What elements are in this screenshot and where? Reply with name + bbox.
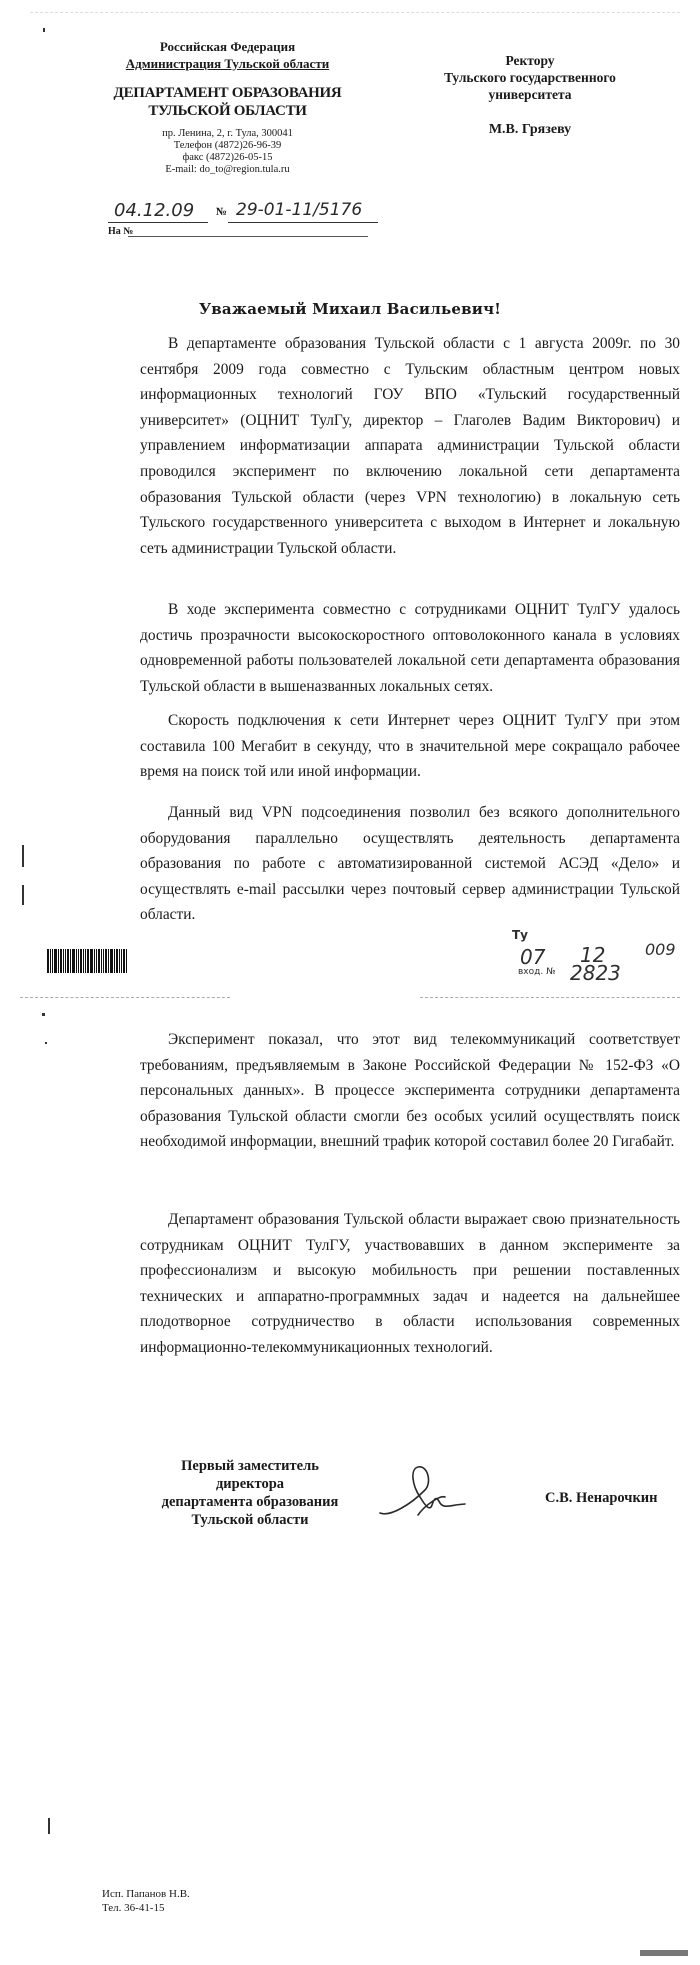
barcode-bar [110, 949, 113, 973]
barcode-bar [60, 949, 62, 973]
barcode-bar [123, 949, 125, 973]
scan-artifact [42, 1013, 45, 1016]
recipient-title-line: Тульского государственного [444, 70, 616, 85]
barcode-bar [101, 949, 102, 973]
barcode-bar [105, 949, 107, 973]
sender-administration: Администрация Тульской области [125, 56, 330, 71]
barcode-bar [70, 949, 71, 973]
stamp-month: 12 [580, 943, 606, 967]
letter-greeting: Уважаемый Михаил Васильевич! [198, 300, 502, 318]
scan-edge-line [30, 12, 680, 13]
signatory-title-line: директора [215, 1476, 285, 1492]
signatory-title-line: департамента образования [161, 1494, 339, 1510]
barcode-bar [85, 949, 86, 973]
letter-paragraph: Скорость подключения к сети Интернет через ОЦНИТ ТулГУ при этом составила 100 Мегабит в секунду, что в значительной мере сокращало рабочее время на поиск той или иной информации. [140, 712, 680, 781]
sender-address: пр. Ленина, 2, г. Тула, 300041 [162, 128, 293, 139]
sender-department-line: ДЕПАРТАМЕНТ ОБРАЗОВАНИЯ [113, 85, 342, 101]
executor-info [102, 1887, 190, 1915]
letter-paragraph: Эксперимент показал, что этот вид телекоммуникаций соответствует требованиям, предъявляемым в Законе Российской Федерации № 152-ФЗ «О персональных данных». В процессе эксперимента сотрудники департамента образования Тульской области смогли без особых усилий осуществлять поиск необходимой информации, внешний трафик которой составил более 20 Гигабайт. [140, 1031, 680, 1151]
stamp-number: 2823 [570, 961, 621, 985]
barcode-bar [78, 949, 79, 973]
stamp-year: 009 [645, 940, 676, 959]
barcode-bar [87, 949, 89, 973]
barcode-bar [63, 949, 64, 973]
barcode-bar [116, 949, 118, 973]
barcode [47, 949, 137, 973]
scan-artifact [45, 1042, 47, 1044]
barcode-bar [47, 949, 49, 973]
in-reply-underline [128, 236, 368, 237]
barcode-bar [65, 949, 66, 973]
stamp-prefix: Ту [512, 928, 529, 942]
scan-artifact [43, 28, 45, 32]
incoming-registration-stamp [510, 928, 690, 988]
stamp-label: вход. № [518, 967, 556, 977]
barcode-bar [96, 949, 97, 973]
barcode-bar [72, 949, 75, 973]
scan-artifact [48, 1818, 50, 1834]
page-break-line [420, 997, 680, 998]
barcode-bar [58, 949, 59, 973]
stamp-day: 07 [520, 945, 546, 969]
signatory-title-line: Тульской области [191, 1512, 309, 1528]
page-break-line [20, 997, 230, 998]
sender-country: Российская Федерация [159, 39, 296, 54]
recipient-title-line: Ректору [505, 53, 555, 68]
registration-date-underline [108, 222, 208, 223]
registration-number: 29-01-11/5176 [236, 200, 363, 220]
barcode-bar [114, 949, 115, 973]
executor-phone: Тел. 36-41-15 [102, 1902, 165, 1914]
barcode-bar [108, 949, 109, 973]
signatory-title [150, 1457, 350, 1529]
barcode-bar [52, 949, 53, 973]
registration-line [108, 200, 378, 226]
barcode-bar [103, 949, 104, 973]
letter-paragraph: Департамент образования Тульской области выражает свою признательность сотрудникам ОЦНИТ ТулГУ, участвовавших в данном эксперименте за профессионализм и высокую мобильность при решении поставленных технических и аппаратно-программных задач и надеется на дальнейшее плодотворное сотрудничество в области использования современных информационно-телекоммуникационных технологий. [140, 1211, 680, 1356]
registration-no-label: № [216, 206, 228, 218]
in-reply-label: На № [108, 226, 134, 237]
letter-paragraph: Данный вид VPN подсоединения позволил без всякого дополнительного оборудования параллельно осуществлять деятельность департамента образования по работе с автоматизированной системой АСЭД «Дело» и осуществлять e-mail рассылки через почтовый сервер администрации Тульской области. [140, 804, 680, 924]
sender-email: E-mail: do_to@region.tula.ru [165, 164, 290, 175]
barcode-bar [67, 949, 69, 973]
sender-department-line: ТУЛЬСКОЙ ОБЛАСТИ [148, 103, 307, 119]
barcode-bar [50, 949, 51, 973]
executor-name: Исп. Папанов Н.В. [102, 1888, 190, 1900]
letter-paragraph: В департаменте образования Тульской области с 1 августа 2009г. по 30 сентября 2009 года совместно с Тульским областным центром новых информационных технологий ГОУ ВПО «Тульский государственный университет» (ОЦНИТ ТулГу, директор – Глаголев Вадим Викторович) и управлением информатизации аппарата администрации Тульской области проводился эксперимент по включению локальной сети департамента образования Тульской области (через VPN технологию) в локальную сеть Тульского государственного университета с выходом в Интернет и локальную сеть администрации Тульской области. [140, 335, 680, 557]
scan-artifact [22, 845, 24, 867]
barcode-bar [119, 949, 120, 973]
barcode-bar [126, 949, 127, 973]
signatory-name: С.В. Ненарочкин [545, 1490, 658, 1506]
scan-artifact [22, 885, 24, 905]
recipient-name: М.В. Грязеву [488, 122, 572, 137]
recipient-title-line: университета [488, 87, 572, 102]
barcode-bar [54, 949, 57, 973]
sender-fax: факс (4872)26-05-15 [182, 152, 273, 163]
barcode-bar [121, 949, 122, 973]
barcode-bar [83, 949, 84, 973]
barcode-bar [80, 949, 82, 973]
barcode-bar [98, 949, 100, 973]
sender-phone: Телефон (4872)26-96-39 [173, 140, 282, 151]
scan-artifact [640, 1950, 688, 1956]
barcode-bar [94, 949, 95, 973]
registration-number-underline [228, 222, 378, 223]
registration-date: 04.12.09 [114, 200, 195, 221]
handwritten-signature [370, 1455, 485, 1525]
barcode-bar [90, 949, 93, 973]
sender-letterhead [100, 38, 355, 176]
letter-paragraph: В ходе эксперимента совместно с сотрудниками ОЦНИТ ТулГУ удалось достичь прозрачности высокоскоростного оптоволоконного канала в условиях одновременной работы пользователей локальной сети департамента образования Тульской области в вышеназванных локальных сетях. [140, 601, 680, 695]
barcode-bar [76, 949, 77, 973]
signatory-title-line: Первый заместитель [181, 1458, 319, 1474]
sender-department [100, 84, 355, 120]
recipient-block [410, 52, 650, 138]
